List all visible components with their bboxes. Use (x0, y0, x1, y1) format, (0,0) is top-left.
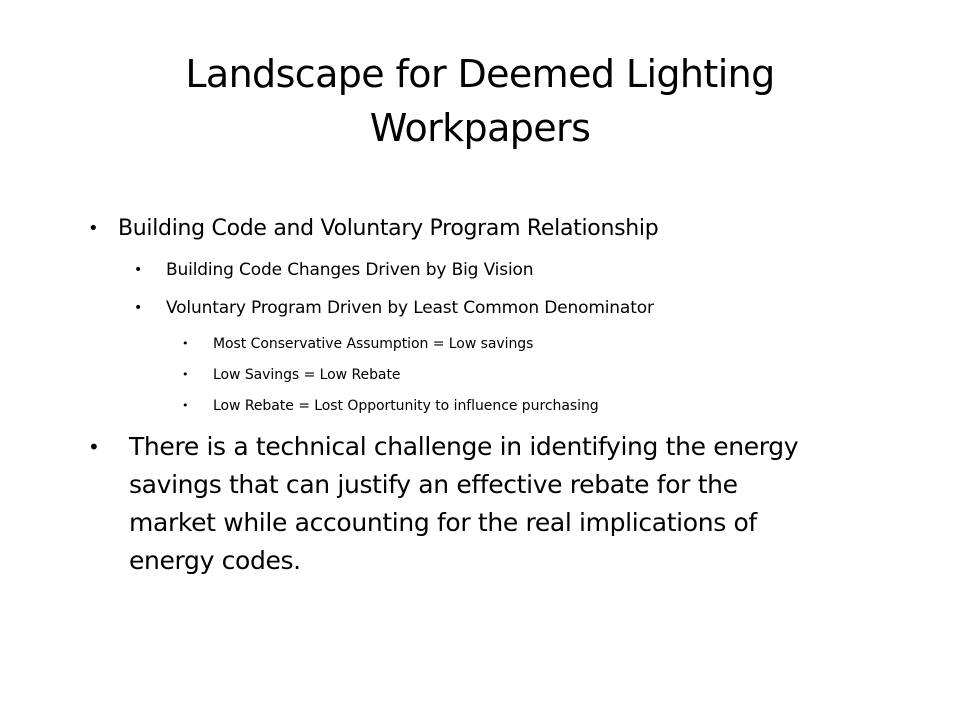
sub-sub-bullet-low-savings (182, 365, 401, 385)
bullet-building-code-relationship (88, 213, 659, 245)
sub-sub-bullet-text: Most Conservative Assumption = Low savings (213, 336, 534, 352)
sub-bullet-building-code-changes (134, 258, 534, 282)
paragraph-line-4: energy codes. (129, 546, 301, 575)
bullet-dot-icon: • (182, 368, 189, 381)
bullet-dot-icon: • (88, 435, 100, 459)
bullet-dot-icon: • (182, 399, 189, 412)
bullet-dot-icon: • (134, 262, 143, 278)
slide-title (120, 47, 840, 155)
slide-title-line-2: Workpapers (369, 106, 591, 150)
sub-sub-bullet-text: Low Rebate = Lost Opportunity to influence purchasing (213, 398, 599, 414)
sub-bullet-text: Building Code Changes Driven by Big Vision (166, 260, 534, 280)
bullet-technical-challenge (88, 428, 849, 580)
bullet-text: Building Code and Voluntary Program Relationship (118, 216, 659, 241)
sub-sub-bullet-text: Low Savings = Low Rebate (213, 367, 401, 383)
paragraph-line-2: savings that can justify an effective rebate for the (129, 470, 738, 499)
bullet-dot-icon: • (182, 337, 189, 350)
slide-title-line-1: Landscape for Deemed Lighting (185, 52, 775, 96)
bullet-dot-icon: • (88, 218, 99, 239)
paragraph-line-1: There is a technical challenge in identifying the energy (129, 432, 799, 461)
sub-bullet-text: Voluntary Program Driven by Least Common Denominator (166, 298, 654, 318)
sub-sub-bullet-low-rebate (182, 396, 599, 416)
sub-sub-bullet-conservative-assumption (182, 334, 534, 354)
sub-bullet-voluntary-program (134, 296, 654, 320)
paragraph-line-3: market while accounting for the real implications of (129, 508, 757, 537)
bullet-dot-icon: • (134, 300, 143, 316)
